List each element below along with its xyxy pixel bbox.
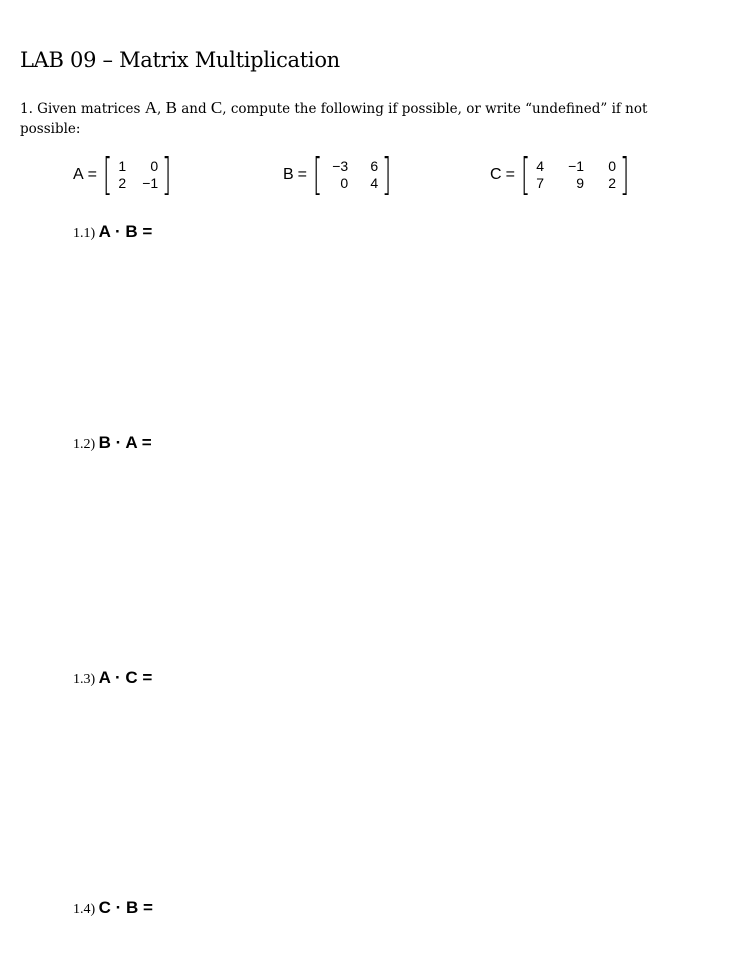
subquestion-expression: A · C = <box>98 668 153 687</box>
subquestion-1-3 <box>73 668 152 688</box>
matrix-grid <box>326 158 378 192</box>
question-suffix: , compute the following if possible, or write “undefined” if not possible: <box>20 101 648 137</box>
matrix-cell: 7 <box>536 175 545 191</box>
subquestion-label: 1.1) <box>73 226 96 241</box>
right-bracket: ] <box>162 149 172 200</box>
question-prefix: 1. Given matrices <box>20 101 145 117</box>
equals-sign: = <box>505 166 515 183</box>
matrix-cell: −1 <box>568 158 585 174</box>
subquestion-1-2 <box>73 433 152 453</box>
subquestion-expression: A · B = <box>98 222 153 241</box>
subquestion-label: 1.3) <box>73 672 96 687</box>
matrix-cell: 0 <box>150 158 159 174</box>
matrix-cell: 6 <box>370 158 379 174</box>
matrix-cell: 1 <box>118 158 127 174</box>
matrix-cell: 4 <box>536 158 545 174</box>
matrix-c <box>490 149 633 200</box>
matrix-cell: 9 <box>576 175 585 191</box>
matrix-a <box>73 149 175 200</box>
page-title: LAB 09 – Matrix Multiplication <box>20 48 340 72</box>
subquestion-1-4 <box>73 898 153 918</box>
right-bracket: ] <box>619 149 630 200</box>
subquestion-expression: C · B = <box>98 898 153 917</box>
left-bracket: [ <box>312 149 323 200</box>
question-and: and <box>176 101 211 117</box>
matrix-cell: 2 <box>608 175 617 191</box>
question-text <box>20 98 680 139</box>
matrix-grid <box>116 158 158 192</box>
var-c: C <box>210 98 223 117</box>
matrix-cell: 4 <box>370 175 379 191</box>
left-bracket: [ <box>102 149 113 200</box>
matrix-cell: 0 <box>608 158 617 174</box>
question-sep: , <box>156 101 166 117</box>
matrix-cell: 0 <box>340 175 349 191</box>
matrix-grid <box>534 158 616 192</box>
matrix-name: A <box>73 166 84 183</box>
var-b: B <box>165 98 177 117</box>
var-a: A <box>144 98 157 117</box>
right-bracket: ] <box>382 149 392 200</box>
left-bracket: [ <box>520 149 531 200</box>
matrix-cell: −1 <box>142 175 159 191</box>
subquestion-label: 1.4) <box>73 902 96 917</box>
equals-sign: = <box>87 166 98 183</box>
subquestion-1-1 <box>73 222 152 242</box>
matrix-b <box>283 149 395 200</box>
matrix-name: B <box>283 166 294 183</box>
matrix-name: C <box>490 166 502 183</box>
subquestion-expression: B · A = <box>98 433 152 452</box>
subquestion-label: 1.2) <box>73 437 96 452</box>
equals-sign: = <box>297 166 308 183</box>
matrix-cell: −3 <box>332 158 349 174</box>
matrix-cell: 2 <box>118 175 127 191</box>
